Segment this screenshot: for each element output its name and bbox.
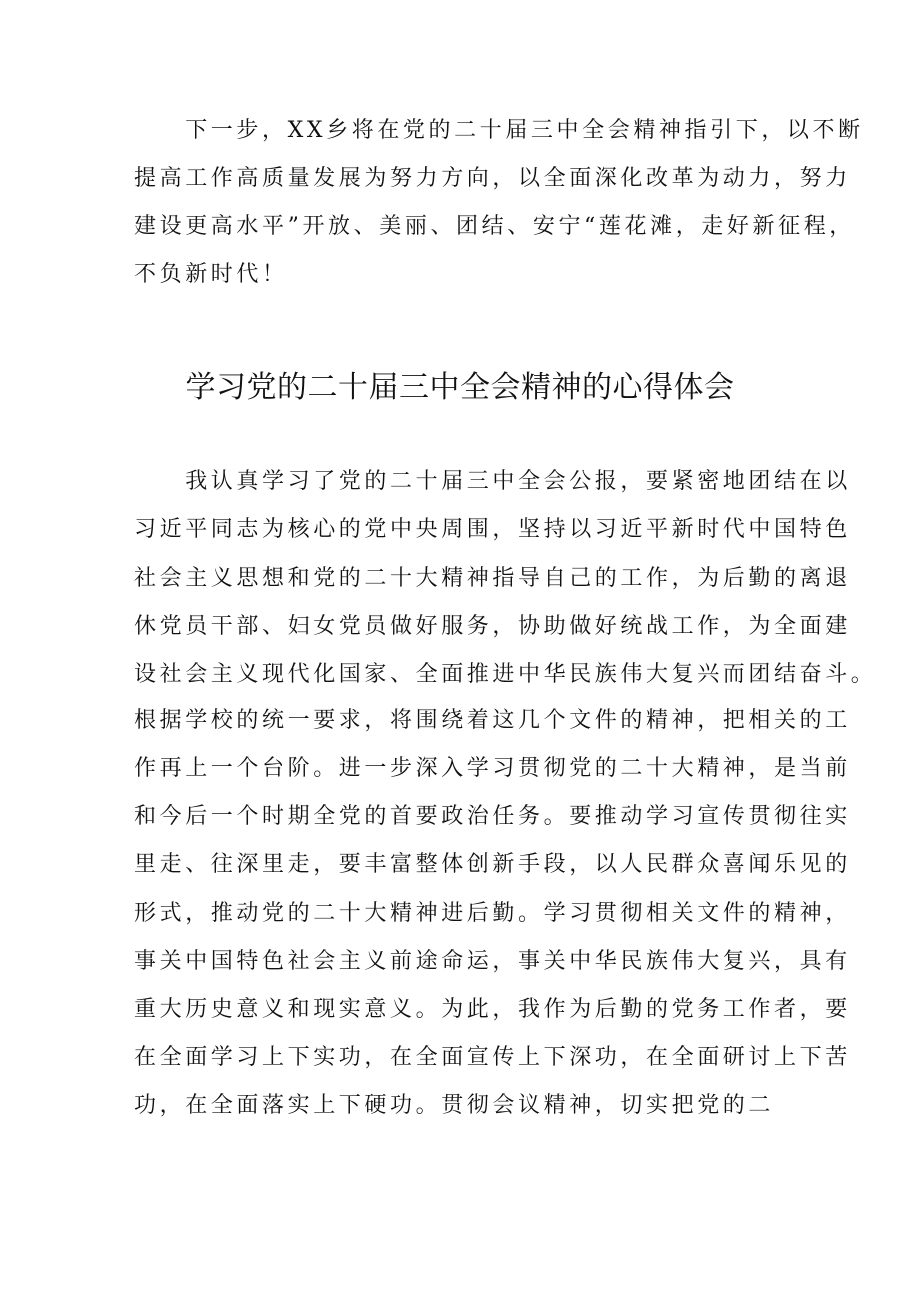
body-line-6: 根据学校的统一要求，将围绕着这几个文件的精神，把相关的工 <box>134 708 851 733</box>
body-line-5: 设社会主义现代化国家、全面推进中华民族伟大复兴而团结奋斗。 <box>134 662 877 687</box>
body-line-7: 作再上一个台阶。进一步深入学习贯彻党的二十大精神，是当前 <box>134 756 851 781</box>
intro-line-4: 不负新时代！ <box>134 262 288 287</box>
body-line-4: 休党员干部、妇女党员做好服务，协助做好统战工作，为全面建 <box>134 614 851 639</box>
body-line-1: 我认真学习了党的二十届三中全会公报，要紧密地团结在以 <box>134 469 851 494</box>
intro-line-2: 提高工作高质量发展为努力方向，以全面深化改革为动力，努力 <box>134 166 851 191</box>
body-line-8: 和今后一个时期全党的首要政治任务。要推动学习宣传贯彻往实 <box>134 804 851 829</box>
document-title: 学习党的二十届三中全会精神的心得体会 <box>185 370 735 405</box>
body-line-11: 事关中国特色社会主义前途命运，事关中华民族伟大复兴，具有 <box>134 949 851 974</box>
body-line-3: 社会主义思想和党的二十大精神指导自己的工作，为后勤的离退 <box>134 566 851 591</box>
body-line-14: 功，在全面落实上下硬功。贯彻会议精神，切实把党的二 <box>134 1093 775 1118</box>
body-line-2: 习近平同志为核心的党中央周围，坚持以习近平新时代中国特色 <box>134 517 851 542</box>
intro-line-1: 下一步，XX乡将在党的二十届三中全会精神指引下，以不断 <box>134 118 864 143</box>
intro-line-3: 建设更高水平”开放、美丽、团结、安宁“莲花滩，走好新征程， <box>134 214 855 239</box>
body-line-13: 在全面学习上下实功，在全面宣传上下深功，在全面研讨上下苦 <box>134 1045 851 1070</box>
body-line-9: 里走、往深里走，要丰富整体创新手段，以人民群众喜闻乐见的 <box>134 852 851 877</box>
body-line-10: 形式，推动党的二十大精神进后勤。学习贯彻相关文件的精神， <box>134 901 851 926</box>
body-line-12: 重大历史意义和现实意义。为此，我作为后勤的党务工作者，要 <box>134 997 851 1022</box>
